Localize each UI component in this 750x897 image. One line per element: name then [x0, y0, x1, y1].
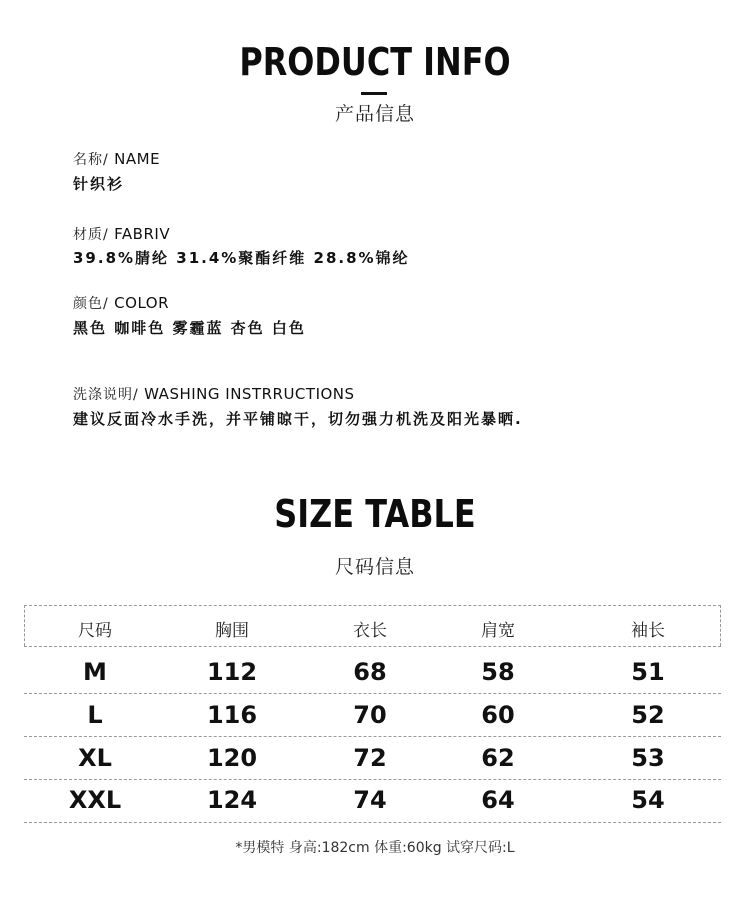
table-cell-length: 70	[353, 701, 387, 729]
fabric-value: 39.8%腈纶 31.4%聚酯纤维 28.8%锦纶	[73, 249, 410, 267]
table-cell-shoulder: 58	[481, 658, 515, 686]
table-left-border	[24, 605, 25, 646]
table-cell-shoulder: 64	[481, 786, 515, 814]
color-value: 黑色 咖啡色 雾霾蓝 杏色 白色	[73, 319, 306, 337]
table-row-divider	[24, 693, 721, 694]
name-label-en: NAME	[114, 150, 161, 168]
table-header-border	[24, 646, 721, 647]
table-header-length: 衣长	[353, 621, 387, 641]
product-info-subtitle: 产品信息	[334, 103, 415, 125]
washing-label-cn: 洗涤说明/	[73, 387, 139, 403]
table-cell-sleeve: 51	[631, 658, 665, 686]
table-cell-length: 74	[353, 786, 387, 814]
table-header-sleeve: 袖长	[631, 621, 665, 641]
table-cell-length: 72	[353, 744, 387, 772]
table-cell-size: L	[87, 701, 103, 729]
color-label	[73, 293, 169, 313]
table-top-border	[24, 605, 721, 606]
color-label-en: COLOR	[114, 294, 170, 312]
table-cell-chest: 116	[206, 701, 258, 729]
fabric-label-en: FABRIV	[114, 225, 171, 243]
fabric-label	[73, 224, 170, 244]
table-cell-chest: 120	[206, 744, 258, 772]
name-label	[73, 149, 160, 169]
size-table-title: SIZE TABLE	[274, 492, 476, 536]
model-footnote: *男模特 身高:182cm 体重:60kg 试穿尺码:L	[235, 840, 515, 856]
washing-label	[73, 384, 355, 404]
color-label-cn: 颜色/	[73, 296, 109, 312]
table-cell-shoulder: 60	[481, 701, 515, 729]
table-header-size: 尺码	[78, 621, 112, 641]
table-cell-sleeve: 53	[631, 744, 665, 772]
washing-value: 建议反面冷水手洗，并平铺晾干，切勿强力机洗及阳光暴晒.	[73, 410, 523, 428]
table-cell-size: XL	[78, 744, 112, 772]
name-value: 针织衫	[73, 175, 125, 193]
table-header-shoulder: 肩宽	[481, 621, 515, 641]
fabric-label-cn: 材质/	[73, 227, 109, 243]
washing-label-en: WASHING INSTRRUCTIONS	[144, 385, 355, 403]
table-cell-sleeve: 52	[631, 701, 665, 729]
table-row-divider	[24, 779, 721, 780]
table-cell-length: 68	[353, 658, 387, 686]
table-row-divider	[24, 736, 721, 737]
table-header-chest: 胸围	[215, 621, 249, 641]
size-table-subtitle: 尺码信息	[334, 556, 415, 578]
product-info-divider	[361, 92, 387, 95]
table-right-border	[720, 605, 721, 646]
table-cell-sleeve: 54	[631, 786, 665, 814]
table-cell-chest: 124	[206, 786, 258, 814]
table-cell-shoulder: 62	[481, 744, 515, 772]
name-label-cn: 名称/	[73, 152, 109, 168]
table-cell-chest: 112	[206, 658, 258, 686]
product-info-title: PRODUCT INFO	[239, 40, 511, 84]
table-cell-size: M	[83, 658, 107, 686]
table-bottom-border	[24, 822, 721, 823]
table-cell-size: XXL	[68, 786, 122, 814]
